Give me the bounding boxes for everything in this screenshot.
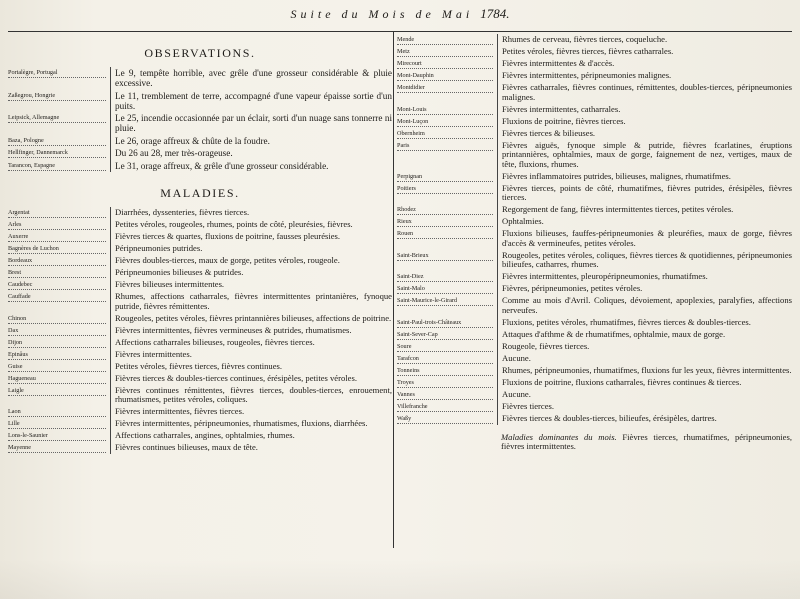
column-rule xyxy=(497,216,498,228)
column-rule xyxy=(110,67,111,90)
column-rule xyxy=(110,147,111,160)
place-name: Metz xyxy=(397,46,493,57)
place-name: Saint-Sever-Cap xyxy=(397,329,493,340)
maladie-text: Fièvres intermittentes & d'accès. xyxy=(502,58,615,68)
maladie-row xyxy=(8,337,392,349)
maladie-row xyxy=(8,385,392,407)
column-rule xyxy=(110,291,111,313)
maladie-row xyxy=(8,430,392,442)
column-rule xyxy=(497,329,498,341)
maladie-text: Petites véroles, fièvres tierces, fièvres continues. xyxy=(115,360,283,371)
maladie-text: Fièvres intermittentes, fièvres tierces. xyxy=(115,406,245,416)
place-name: Cauffade xyxy=(8,291,106,302)
maladie-text: Aucune. xyxy=(502,352,531,363)
maladie-text: Petites véroles, fièvres tierces, fièvres catharrales. xyxy=(502,46,674,56)
header-title: Suite du Mois de Mai xyxy=(290,7,474,21)
observation-row xyxy=(8,67,392,90)
note-lead: Maladies dominantes du mois. xyxy=(501,431,617,442)
maladie-row xyxy=(397,353,792,365)
page-header xyxy=(0,6,800,22)
place-name: Perpignan xyxy=(397,171,493,182)
place-name: Rieux xyxy=(397,216,493,227)
column-rule xyxy=(110,160,111,173)
observation-text: Le 25, incendie occasionnée par un éclair, sorti d'un nuage sans tonnerre ni pluie. xyxy=(115,113,392,133)
column-rule xyxy=(110,349,111,361)
place-name: Mont-Luçon xyxy=(397,116,493,127)
header-year: 1784. xyxy=(480,6,510,21)
place-name: Saint-Diez xyxy=(397,271,493,282)
maladie-row xyxy=(397,116,792,128)
observations-title: OBSERVATIONS. xyxy=(144,46,256,60)
maladie-text: Ophtalmies. xyxy=(502,216,544,226)
page-edge-shadow xyxy=(0,559,800,599)
place-name: Arles xyxy=(8,219,106,230)
maladie-row xyxy=(8,361,392,373)
observation-row xyxy=(8,147,392,160)
maladie-row xyxy=(8,349,392,361)
observation-text: Le 31, orage affreux, & grêle d'une grosseur considérable. xyxy=(115,160,329,171)
column-rule xyxy=(110,135,111,148)
maladie-text: Fièvres continues bilieuses, maux de tête. xyxy=(115,442,258,452)
maladie-row xyxy=(397,183,792,205)
maladie-row xyxy=(8,207,392,219)
observation-text: Le 26, orage affreux & chûte de la foudre. xyxy=(115,135,270,146)
observation-row xyxy=(8,112,392,135)
maladie-row xyxy=(397,413,792,425)
maladie-text: Fièvres continues rémittentes, fièvres tierces, doubles-tierces, enrouement, rhumatismes, petites véroles, coliques. xyxy=(115,384,392,404)
maladie-row xyxy=(397,140,792,171)
maladie-text: Fièvres, péripneumonies, petites véroles. xyxy=(502,283,643,293)
column-rule xyxy=(497,82,498,104)
column-rule xyxy=(110,279,111,291)
place-name: Montdidier xyxy=(397,82,493,93)
maladie-text: Rougeoles, petites véroles, fièvres printannières bilieuses, affections de poitrine. xyxy=(115,312,392,323)
place-name: Tonneins xyxy=(397,365,493,376)
place-name: Chinon xyxy=(8,313,106,324)
maladie-row xyxy=(8,255,392,267)
maladie-row xyxy=(397,228,792,250)
maladie-text: Fièvres tierces, points de côté, rhumatifmes, fièvres putrides, érésipèles, fièvres tierces. xyxy=(502,182,792,202)
column-rule xyxy=(497,183,498,205)
column-rule xyxy=(497,413,498,425)
place-name: Lille xyxy=(8,418,106,429)
left-column xyxy=(8,34,392,454)
maladie-text: Fièvres tierces & doubles-tierces continues, érésipèles, petites véroles. xyxy=(115,372,357,383)
place-name: Waßy xyxy=(397,413,493,424)
column-rule xyxy=(110,207,111,219)
maladie-row xyxy=(397,341,792,353)
column-rule xyxy=(110,90,111,113)
observation-row xyxy=(8,160,392,173)
observations-list xyxy=(8,67,392,172)
column-rule xyxy=(110,337,111,349)
maladie-text: Rougeoles, petites véroles, coliques, fièvres tierces & quotidiennes, péripneumonies bilieufes, catharres, rhumes. xyxy=(502,249,792,269)
dominant-diseases-note xyxy=(397,433,792,452)
maladie-text: Fluxions bilieuses, fauffes-péripneumonies & pleuréfies, maux de gorge, fièvres d'accès & vermineufes, petites véroles. xyxy=(502,228,792,248)
maladie-text: Rougeole, fièvres tierces. xyxy=(502,340,590,351)
place-name: Rhodez xyxy=(397,204,493,215)
maladie-row xyxy=(8,373,392,385)
place-name: Guise xyxy=(8,361,106,372)
place-name: Bordeaux xyxy=(8,255,106,266)
maladie-row xyxy=(397,171,792,183)
maladie-row xyxy=(397,34,792,46)
maladie-text: Fièvres intermittentes, fièvres vermineuses & putrides, rhumatismes. xyxy=(115,324,352,335)
maladie-row xyxy=(8,442,392,454)
maladie-row xyxy=(397,204,792,216)
column-rule xyxy=(110,231,111,243)
maladie-row xyxy=(397,70,792,82)
column-rule xyxy=(497,283,498,295)
maladie-text: Fièvres tierces & bilieuses. xyxy=(502,127,596,138)
column-rule xyxy=(497,46,498,58)
column-rule xyxy=(110,430,111,442)
column-rule xyxy=(497,116,498,128)
maladie-text: Fièvres intermittentes, péripneumonies, rhumatismes, fluxions, diarrhées. xyxy=(115,418,368,428)
column-rule xyxy=(110,325,111,337)
place-name: Mende xyxy=(397,34,493,45)
column-rule xyxy=(110,361,111,373)
maladie-text: Fièvres intermittentes. xyxy=(115,348,192,359)
place-name: Bagnères de Luchon xyxy=(8,243,106,254)
maladie-text: Rhumes de cerveau, fièvres tierces, coqueluche. xyxy=(502,34,668,44)
column-rule xyxy=(497,34,498,46)
note-text: Fièvres tierces, rhumatifmes, péripneumonies, fièvres intermittentes. xyxy=(501,431,792,451)
column-rule xyxy=(497,401,498,413)
maladie-row xyxy=(397,250,792,272)
header-rule xyxy=(8,31,792,32)
column-rule xyxy=(110,255,111,267)
column-rule xyxy=(497,389,498,401)
place-name: Tarancon, Espagne xyxy=(8,160,106,171)
maladie-text: Rhumes, péripneumonies, rhumatifmes, fluxions fur les yeux, fièvres intermittentes. xyxy=(502,364,792,375)
place-name: Baza, Pologne xyxy=(8,135,106,146)
place-name: Villefranche xyxy=(397,401,493,412)
maladie-text: Fièvres tierces & doubles-tierces, bilieufes, érésipèles, dartres. xyxy=(502,412,717,423)
place-name: Poitiers xyxy=(397,183,493,194)
maladie-row xyxy=(397,46,792,58)
maladie-row xyxy=(8,279,392,291)
observation-row xyxy=(8,90,392,113)
maladie-text: Fièvres intermittentes, pleuropéripneumonies, rhumatifmes. xyxy=(502,271,708,281)
maladie-text: Fièvres intermittentes, catharrales. xyxy=(502,103,621,114)
maladie-text: Fièvres catharrales, fièvres continues, rémittentes, doubles-tierces, péripneumonies malignes. xyxy=(502,82,792,102)
column-rule xyxy=(110,243,111,255)
place-name: Mirecourt xyxy=(397,58,493,69)
place-name: Mont-Dauphin xyxy=(397,70,493,81)
column-rule xyxy=(497,70,498,82)
column-divider xyxy=(393,31,394,548)
place-name: Lons-le-Saunier xyxy=(8,430,106,441)
maladie-row xyxy=(8,325,392,337)
maladie-row xyxy=(397,295,792,317)
place-name: Dax xyxy=(8,325,106,336)
maladie-text: Regorgement de fang, fièvres intermittentes tierces, petites véroles. xyxy=(502,204,734,214)
place-name: Argentat xyxy=(8,207,106,218)
maladie-row xyxy=(8,243,392,255)
column-rule xyxy=(110,219,111,231)
maladie-text: Fièvres tierces & quartes, fluxions de poitrine, fausses pleurésies. xyxy=(115,231,341,241)
maladie-row xyxy=(8,291,392,313)
maladie-row xyxy=(397,389,792,401)
maladie-text: Fluxions, petites véroles, rhumatifmes, fièvres tierces & doubles-tierces. xyxy=(502,316,751,327)
place-name: Laon xyxy=(8,406,106,417)
place-name: Mont-Louis xyxy=(397,104,493,115)
column-rule xyxy=(497,128,498,140)
column-rule xyxy=(497,171,498,183)
place-name: Portalègre, Portugal xyxy=(8,67,106,78)
place-name: Auxerre xyxy=(8,231,106,242)
maladie-text: Petites véroles, rougeoles, rhumes, points de côté, pleurésies, fièvres. xyxy=(115,219,353,229)
observation-text: Du 26 au 28, mer très-orageuse. xyxy=(115,148,233,158)
column-rule xyxy=(110,418,111,430)
place-name: Hellfinger, Dannemarck xyxy=(8,147,106,158)
place-name: Saint-Brieux xyxy=(397,250,493,261)
place-name: Caudebec xyxy=(8,279,106,290)
maladie-row xyxy=(397,365,792,377)
maladie-row xyxy=(8,406,392,418)
maladie-text: Affections catharrales bilieuses, rougeoles, fièvres tierces. xyxy=(115,336,315,347)
maladie-text: Aucune. xyxy=(502,388,531,399)
maladie-row xyxy=(8,267,392,279)
maladie-text: Diarrhées, dyssenteries, fièvres tierces. xyxy=(115,207,250,217)
column-rule xyxy=(497,140,498,171)
maladie-text: Rhumes, affections catharrales, fièvres intermittentes printanières, fynoque putride, fièvres rémittentes. xyxy=(115,291,392,311)
maladie-text: Fièvres bilieuses intermittentes. xyxy=(115,279,225,289)
maladie-row xyxy=(397,283,792,295)
maladie-row xyxy=(397,271,792,283)
maladies-title: MALADIES. xyxy=(160,186,240,200)
maladie-text: Péripneumonies bilieuses & putrides. xyxy=(115,267,244,277)
maladie-text: Affections catharrales, angines, ophtalmies, rhumes. xyxy=(115,430,295,440)
column-rule xyxy=(497,250,498,272)
maladie-text: Fièvres inflammatoires putrides, bilieuses, malignes, rhumatifmes. xyxy=(502,170,731,181)
maladie-text: Fluxions de poitrine, fluxions catharrales, fièvres continues & tierces. xyxy=(502,376,742,387)
maladie-row xyxy=(397,58,792,70)
right-column xyxy=(397,34,792,452)
place-name: Vannes xyxy=(397,389,493,400)
place-name: Mayenne xyxy=(8,442,106,453)
place-name: Rouen xyxy=(397,228,493,239)
column-rule xyxy=(497,204,498,216)
observation-text: Le 11, tremblement de terre, accompagné d'une vapeur épaisse sortie d'un puits. xyxy=(115,90,392,111)
column-rule xyxy=(110,373,111,385)
observation-row xyxy=(8,135,392,148)
column-rule xyxy=(497,228,498,250)
column-rule xyxy=(497,365,498,377)
column-rule xyxy=(110,313,111,325)
maladie-row xyxy=(397,317,792,329)
maladie-text: Fièvres tierces. xyxy=(502,400,555,411)
maladie-row xyxy=(397,82,792,104)
column-rule xyxy=(497,295,498,317)
observation-text: Le 9, tempête horrible, avec grêle d'une grosseur considérable & pluie excessive. xyxy=(115,68,392,88)
column-rule xyxy=(110,406,111,418)
maladie-row xyxy=(397,401,792,413)
maladie-row xyxy=(8,313,392,325)
place-name: Saint-Paul-trois-Châteaux xyxy=(397,317,493,328)
place-name: Paris xyxy=(397,140,493,151)
maladie-row xyxy=(397,377,792,389)
place-name: Troyes xyxy=(397,377,493,388)
maladie-row xyxy=(397,329,792,341)
maladie-text: Attaques d'afthme & de rhumatifmes, ophtalmie, maux de gorge. xyxy=(502,328,726,339)
maladie-row xyxy=(8,418,392,430)
place-name: Brest xyxy=(8,267,106,278)
column-rule xyxy=(110,385,111,407)
maladie-text: Fièvres aiguës, fynoque simple & putride, fièvres fcarlatines, éruptions printannières, ophtalmies, maux de gorge, faignement de nez, vertiges, maux de tête, fluxions, rhumes. xyxy=(502,139,792,169)
maladie-row xyxy=(397,216,792,228)
place-name: Laigle xyxy=(8,385,106,396)
place-name: Tarafcon xyxy=(397,353,493,364)
maladie-text: Fièvres doubles-tierces, maux de gorge, petites véroles, rougeole. xyxy=(115,255,340,265)
place-name: Zaßegrou, Hongrie xyxy=(8,90,106,101)
column-rule xyxy=(497,271,498,283)
place-name: Saint-Malo xyxy=(397,283,493,294)
maladies-list xyxy=(8,207,392,454)
column-rule xyxy=(497,341,498,353)
maladie-row xyxy=(397,104,792,116)
column-rule xyxy=(110,112,111,135)
column-rule xyxy=(110,442,111,454)
column-rule xyxy=(497,353,498,365)
maladie-row xyxy=(8,231,392,243)
maladie-row xyxy=(397,128,792,140)
place-name: Leipsick, Allemagne xyxy=(8,112,106,123)
place-name: Hagueneau xyxy=(8,373,106,384)
maladie-text: Comme au mois d'Avril. Coliques, dévoiement, apoplexies, paralyfies, affections nerveufes. xyxy=(502,295,792,315)
maladie-row xyxy=(8,219,392,231)
place-name: Dijon xyxy=(8,337,106,348)
place-name: Soure xyxy=(397,341,493,352)
column-rule xyxy=(497,377,498,389)
place-name: Saint-Maurice-le-Girard xyxy=(397,295,493,306)
column-rule xyxy=(497,317,498,329)
column-rule xyxy=(110,267,111,279)
maladie-text: Fièvres intermittentes, péripneumonies malignes. xyxy=(502,70,672,80)
place-name: Epinâus xyxy=(8,349,106,360)
maladie-text: Fluxions de poitrine, fièvres tierces. xyxy=(502,115,626,126)
column-rule xyxy=(497,58,498,70)
column-rule xyxy=(497,104,498,116)
place-name: Obernheim xyxy=(397,128,493,139)
maladie-text: Péripneumonies putrides. xyxy=(115,243,203,253)
